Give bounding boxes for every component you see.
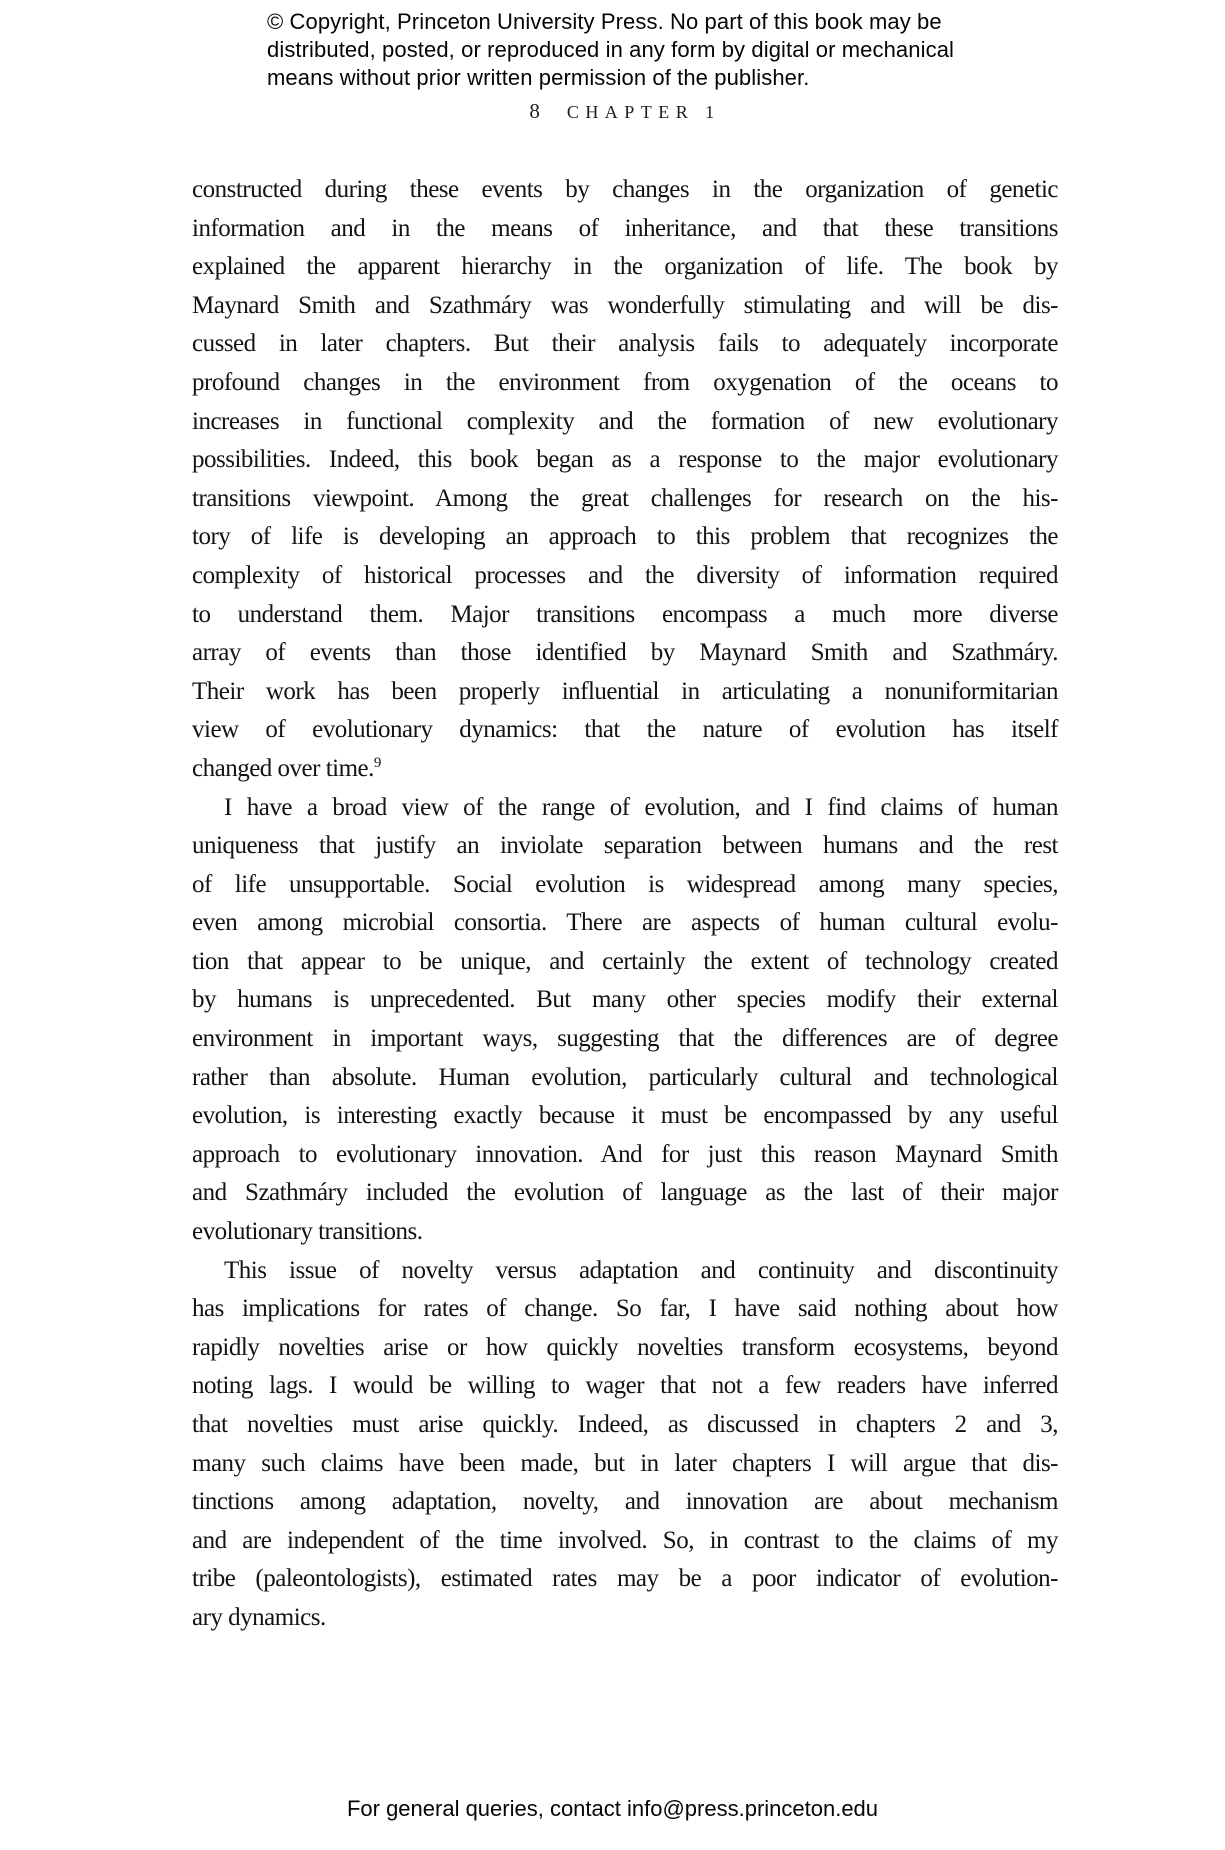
text-line: tribe (paleontologists), estimated rates may be a poor indicator of evolution- xyxy=(192,1565,1058,1593)
text-line: uniqueness that justify an inviolate separation between humans and the rest xyxy=(192,832,1058,860)
copyright-line: distributed, posted, or reproduced in any form by digital or mechanical xyxy=(267,37,955,62)
text-line: many such claims have been made, but in later chapters I will argue that dis- xyxy=(192,1449,1058,1477)
page-number: 8 xyxy=(529,99,540,123)
text-line: array of events than those identified by Maynard Smith and Szathmáry. xyxy=(192,639,1058,667)
text-line: view of evolutionary dynamics: that the nature of evolution has itself xyxy=(192,716,1058,744)
text-line: possibilities. Indeed, this book began as a response to the major evolutionary xyxy=(192,446,1058,474)
text-line: evolutionary transitions. xyxy=(192,1218,423,1246)
page-header xyxy=(192,99,1058,124)
paragraph xyxy=(192,171,1058,789)
text-line: increases in functional complexity and the formation of new evolutionary xyxy=(192,407,1058,435)
text-line: explained the apparent hierarchy in the organization of life. The book by xyxy=(192,253,1058,281)
text-line: ary dynamics. xyxy=(192,1603,326,1631)
text-line: complexity of historical processes and the diversity of information required xyxy=(192,561,1058,589)
text-line: tory of life is developing an approach to this problem that recognizes the xyxy=(192,523,1058,551)
text-line: by humans is unprecedented. But many other species modify their external xyxy=(192,986,1058,1014)
text-line: rapidly novelties arise or how quickly novelties transform ecosystems, beyond xyxy=(192,1333,1058,1361)
text-line: approach to evolutionary innovation. And for just this reason Maynard Smith xyxy=(192,1140,1058,1168)
text-line: profound changes in the environment from oxygenation of the oceans to xyxy=(192,368,1058,396)
text-line: environment in important ways, suggesting that the differences are of degree xyxy=(192,1025,1058,1053)
text-line: tinctions among adaptation, novelty, and innovation are about mechanism xyxy=(192,1488,1058,1516)
paragraph xyxy=(192,789,1058,1252)
text-line: and are independent of the time involved. So, in contrast to the claims of my xyxy=(192,1526,1058,1554)
text-line: changed over time.$^9$ xyxy=(192,754,382,782)
chapter-heading: CHAPTER 1 xyxy=(566,102,721,122)
text-line: to understand them. Major transitions encompass a much more diverse xyxy=(192,600,1058,628)
text-line: noting lags. I would be willing to wager that not a few readers have inferred xyxy=(192,1372,1058,1400)
text-line: even among microbial consortia. There are aspects of human cultural evolu- xyxy=(192,909,1058,937)
paragraph xyxy=(192,1252,1058,1638)
copyright-line: © Copyright, Princeton University Press. No part of this book may be xyxy=(267,9,942,34)
copyright-notice xyxy=(267,8,1027,92)
text-line: Their work has been properly influential in articulating a nonuniformitarian xyxy=(192,677,1058,705)
text-line: constructed during these events by changes in the organization of genetic xyxy=(192,176,1058,203)
text-line: tion that appear to be unique, and certainly the extent of technology created xyxy=(192,947,1058,975)
text-line: I have a broad view of the range of evolution, and I find claims of human xyxy=(224,793,1058,821)
footnote-reference: 9 xyxy=(373,754,382,771)
text-line: transitions viewpoint. Among the great challenges for research on the his- xyxy=(192,484,1058,512)
text-line: This issue of novelty versus adaptation and continuity and discontinuity xyxy=(224,1256,1058,1284)
text-line: evolution, is interesting exactly because it must be encompassed by any useful xyxy=(192,1102,1058,1130)
text-line: has implications for rates of change. So far, I have said nothing about how xyxy=(192,1295,1058,1323)
text-line: cussed in later chapters. But their analysis fails to adequately incorporate xyxy=(192,330,1058,358)
text-line: information and in the means of inheritance, and that these transitions xyxy=(192,214,1058,242)
text-line: of life unsupportable. Social evolution is widespread among many species, xyxy=(192,870,1058,898)
text-line: and Szathmáry included the evolution of language as the last of their major xyxy=(192,1179,1058,1207)
text-line: that novelties must arise quickly. Indeed, as discussed in chapters 2 and 3, xyxy=(192,1411,1058,1438)
copyright-line: means without prior written permission of the publisher. xyxy=(267,65,810,90)
page-footer xyxy=(0,1796,1225,1822)
text-line: Maynard Smith and Szathmáry was wonderfully stimulating and will be dis- xyxy=(192,291,1058,319)
body-text xyxy=(192,171,1058,1638)
text-line: rather than absolute. Human evolution, particularly cultural and technological xyxy=(192,1063,1058,1091)
footer-text: For general queries, contact info@press.princeton.edu xyxy=(346,1796,879,1821)
